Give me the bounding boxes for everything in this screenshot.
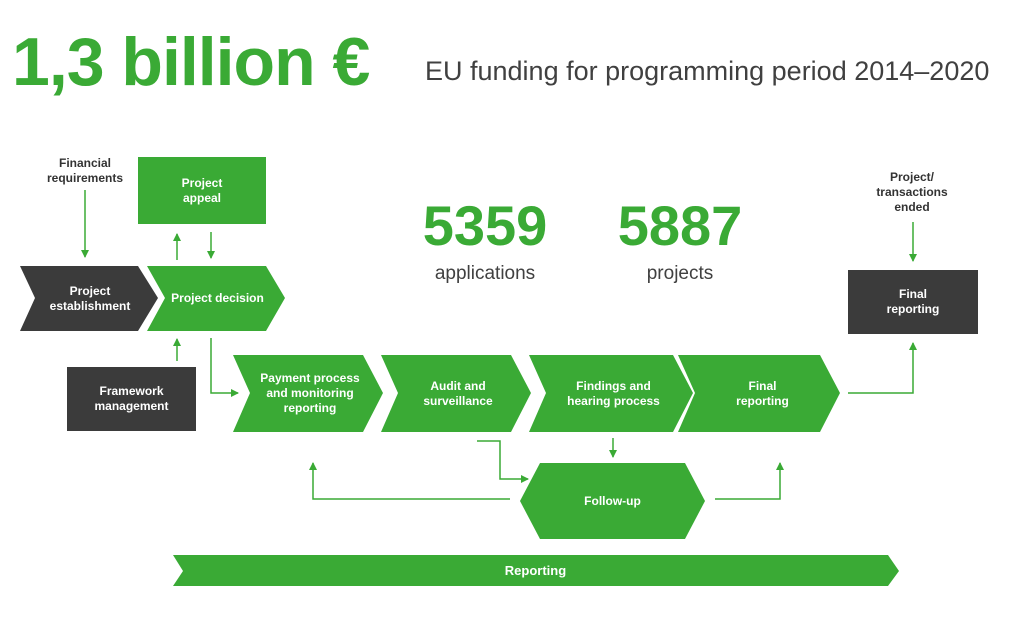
framework-management-label: Framework management [94, 384, 169, 413]
arrow-followup-to-final [715, 463, 780, 499]
applications-label: applications [434, 263, 536, 284]
arrow-final-to-report-box [848, 343, 913, 393]
final-reporting-box-label: Final reporting [886, 287, 940, 316]
funding-subtitle: EU funding for programming period 2014–2020 [425, 56, 990, 86]
process-step-payment-label: Payment process and monitoring reporting [260, 371, 360, 415]
project-ended-label: Project/ transactions ended [876, 169, 948, 214]
project-appeal-label: Project appeal [181, 175, 223, 205]
reporting-bar-label: Reporting [504, 563, 567, 578]
projects-count: 5887 [617, 194, 743, 257]
arrow-followup-to-payment [313, 463, 510, 499]
financial-requirements-label: Financial requirements [46, 156, 124, 185]
projects-label: projects [646, 263, 714, 284]
follow-up-label: Follow-up [584, 493, 641, 508]
project-decision-label: Project decision [171, 291, 264, 305]
funding-amount: 1,3 billion € [12, 24, 370, 100]
applications-count: 5359 [422, 194, 548, 257]
arrow-decision-to-payment [211, 338, 238, 393]
process-step-audit-label: Audit and surveillance [423, 378, 493, 408]
process-step-final-label: Final reporting [736, 378, 789, 408]
process-step-findings-label: Findings and hearing process [567, 378, 660, 408]
project-establishment-label: Project establishment [49, 283, 131, 313]
